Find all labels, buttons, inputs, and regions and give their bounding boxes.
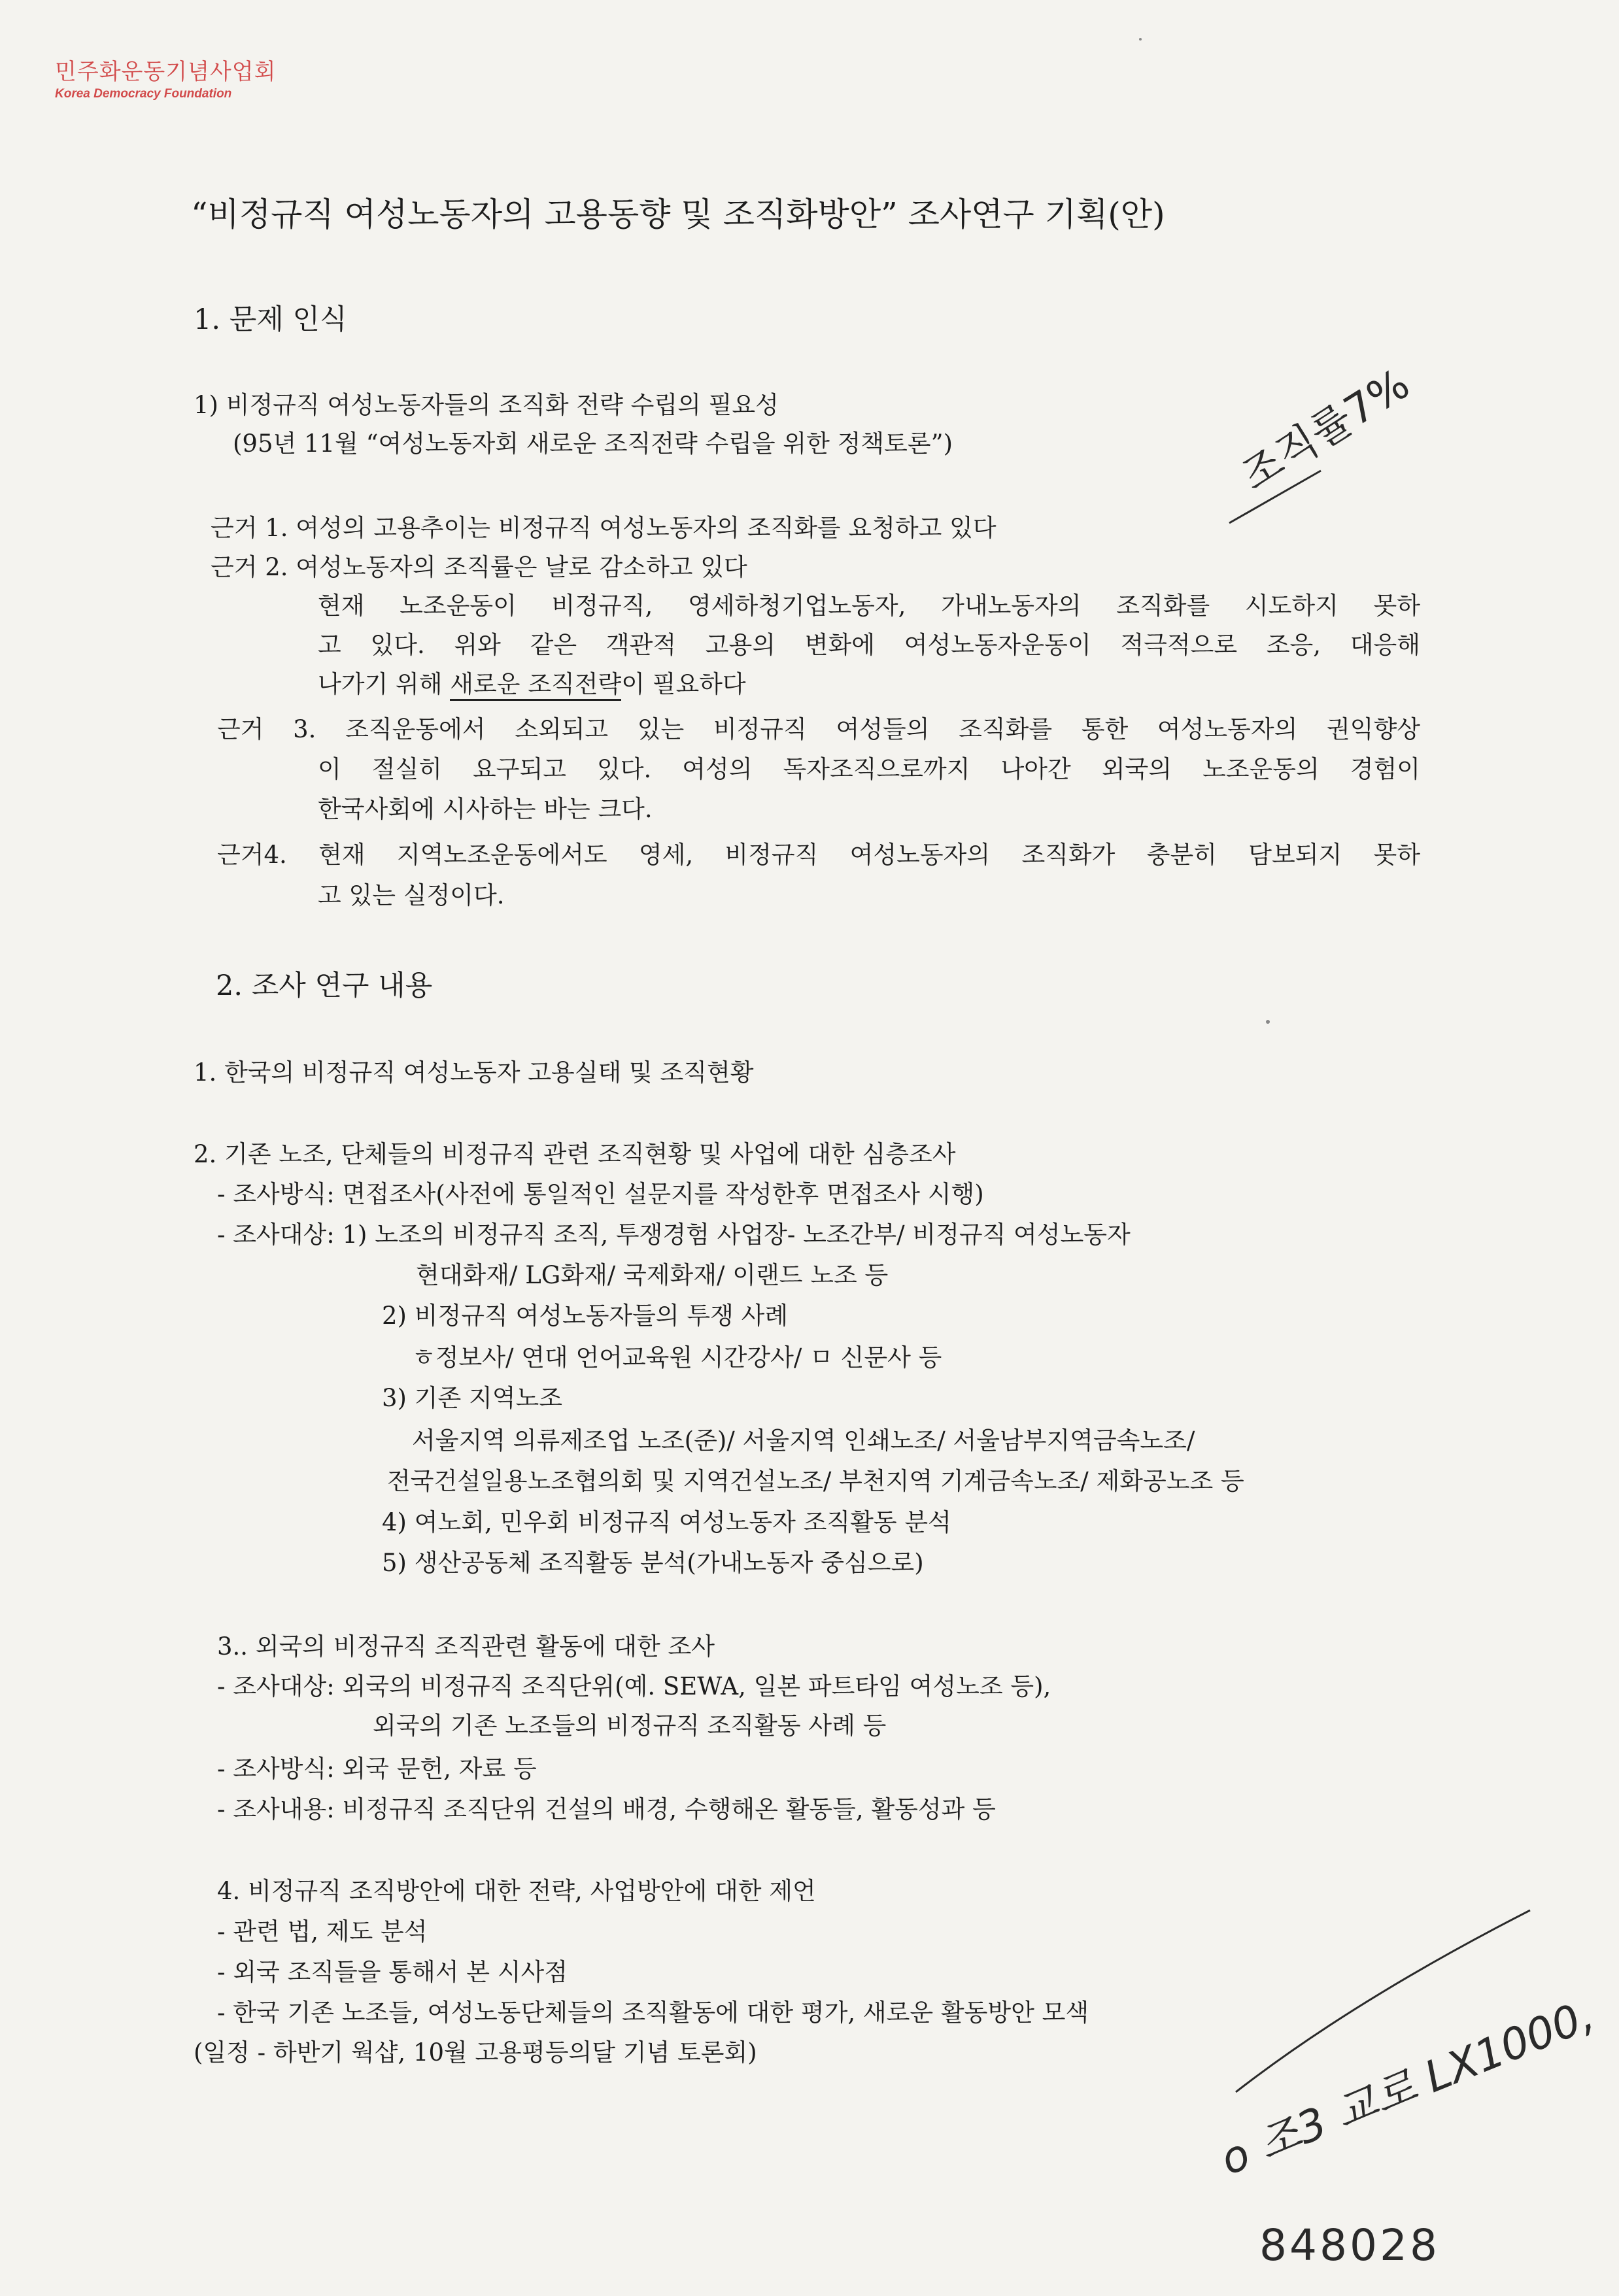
subsection-2-target-3-detail-1: 서울지역 의류제조업 노조(준)/ 서울지역 인쇄노조/ 서울남부지역금속노조/	[412, 1427, 1195, 1455]
item-1-text: 1) 비정규직 여성노동자들의 조직화 전략 수립의 필요성	[194, 391, 779, 419]
subsection-4-item-b: - 외국 조직들을 통해서 본 시사점	[217, 1958, 568, 1986]
subsection-3-target-2: 외국의 기존 노조들의 비정규직 조직활동 사례 등	[373, 1712, 887, 1740]
subsection-1: 1. 한국의 비정규직 여성노동자 고용실태 및 조직현황	[194, 1058, 754, 1087]
basis-2: 근거 2. 여성노동자의 조직률은 날로 감소하고 있다	[211, 553, 747, 581]
basis-2-line-3-end: 이 필요하다	[621, 670, 746, 698]
basis-4-line-2: 고 있는 실정이다.	[318, 881, 505, 909]
handwritten-org-rate: 조직률7%	[1233, 360, 1418, 501]
subsection-2-target-2: 2) 비정규직 여성노동자들의 투쟁 사례	[382, 1302, 789, 1330]
document-title: “비정규직 여성노동자의 고용동향 및 조직화방안” 조사연구 기획(안)	[191, 195, 1165, 233]
basis-3-line-1: 근거 3. 조직운동에서 소외되고 있는 비정규직 여성들의 조직화를 통한 여성노동자의 권익향상	[217, 715, 1420, 743]
scan-speck	[1139, 38, 1142, 41]
section-1-heading: 1. 문제 인식	[194, 303, 347, 336]
subsection-3-method: - 조사방식: 외국 문헌, 자료 등	[217, 1755, 537, 1783]
subsection-4-item-a: - 관련 법, 제도 분석	[217, 1917, 428, 1946]
subsection-2: 2. 기존 노조, 단체들의 비정규직 관련 조직현황 및 사업에 대한 심층조사	[194, 1140, 956, 1168]
basis-3-line-2: 이 절실히 요구되고 있다. 여성의 독자조직으로까지 나아간 외국의 노조운동의 경험이	[318, 755, 1420, 783]
basis-4-line-1: 근거4. 현재 지역노조운동에서도 영세, 비정규직 여성노동자의 조직화가 충분히 담보되지 못하	[217, 841, 1420, 869]
basis-2-line-3-start: 나가기 위해	[318, 670, 451, 698]
subsection-2-target-3-detail-2: 전국건설일용노조협의회 및 지역건설노조/ 부천지역 기계금속노조/ 제화공노조 등	[387, 1467, 1244, 1495]
subsection-2-target-1: - 조사대상: 1) 노조의 비정규직 조직, 투쟁경험 사업장- 노조간부/ 비정규직 여성노동자	[217, 1221, 1131, 1249]
basis-1: 근거 1. 여성의 고용추이는 비정규직 여성노동자의 조직화를 요청하고 있다	[211, 514, 997, 542]
item-1-subtext: (95년 11월 “여성노동자회 새로운 조직전략 수립을 위한 정책토론”)	[233, 430, 953, 458]
subsection-3-target: - 조사대상: 외국의 비정규직 조직단위(예. SEWA, 일본 파트타임 여성노조 등),	[217, 1672, 1051, 1700]
basis-2-line-2: 고 있다. 위와 같은 객관적 고용의 변화에 여성노동자운동이 적극적으로 조응, 대응해	[318, 631, 1420, 659]
scan-speck	[1266, 1020, 1270, 1024]
foundation-logo	[55, 54, 276, 101]
subsection-2-target-2-detail: ㅎ정보사/ 연대 언어교육원 시간강사/ ㅁ 신문사 등	[412, 1343, 942, 1372]
subsection-4: 4. 비정규직 조직방안에 대한 전략, 사업방안에 대한 제언	[217, 1877, 816, 1905]
subsection-2-target-5: 5) 생산공동체 조직활동 분석(가내노동자 중심으로)	[382, 1549, 924, 1577]
handwritten-budget-note: o 조3 교로 LX1000,	[1214, 1989, 1601, 2186]
section-2-heading: 2. 조사 연구 내용	[216, 970, 433, 1002]
handwritten-org-rate-stroke	[1223, 458, 1327, 530]
subsection-2-target-4: 4) 여노회, 민우회 비정규직 여성노동자 조직활동 분석	[382, 1508, 951, 1536]
underlined-new-strategy: 새로운 조직전략	[450, 670, 621, 701]
basis-2-line-1: 현재 노조운동이 비정규직, 영세하청기업노동자, 가내노동자의 조직화를 시도하지 못하	[318, 592, 1420, 620]
subsection-2-method: - 조사방식: 면접조사(사전에 통일적인 설문지를 작성한후 면접조사 시행)	[217, 1180, 984, 1208]
subsection-2-target-1-detail: 현대화재/ LG화재/ 국제화재/ 이랜드 노조 등	[416, 1261, 889, 1289]
basis-2-line-3	[318, 669, 746, 700]
subsection-4-item-c: - 한국 기존 노조들, 여성노동단체들의 조직활동에 대한 평가, 새로운 활동방안 모색	[217, 1999, 1089, 2027]
subsection-3-content: - 조사내용: 비정규직 조직단위 건설의 배경, 수행해온 활동들, 활동성과 등	[217, 1795, 996, 1823]
logo-english: Korea Democracy Foundation	[55, 87, 232, 101]
subsection-3: 3.. 외국의 비정규직 조직관련 활동에 대한 조사	[217, 1632, 715, 1661]
schedule-note: (일정 - 하반기 웍샵, 10월 고용평등의달 기념 토론회)	[194, 2038, 757, 2067]
logo-korean: 민주화운동기념사업회	[55, 59, 277, 85]
subsection-2-target-3: 3) 기존 지역노조	[382, 1384, 562, 1412]
basis-3-line-3: 한국사회에 시사하는 바는 크다.	[318, 795, 653, 823]
handwritten-archive-number: 848028	[1259, 2220, 1440, 2271]
